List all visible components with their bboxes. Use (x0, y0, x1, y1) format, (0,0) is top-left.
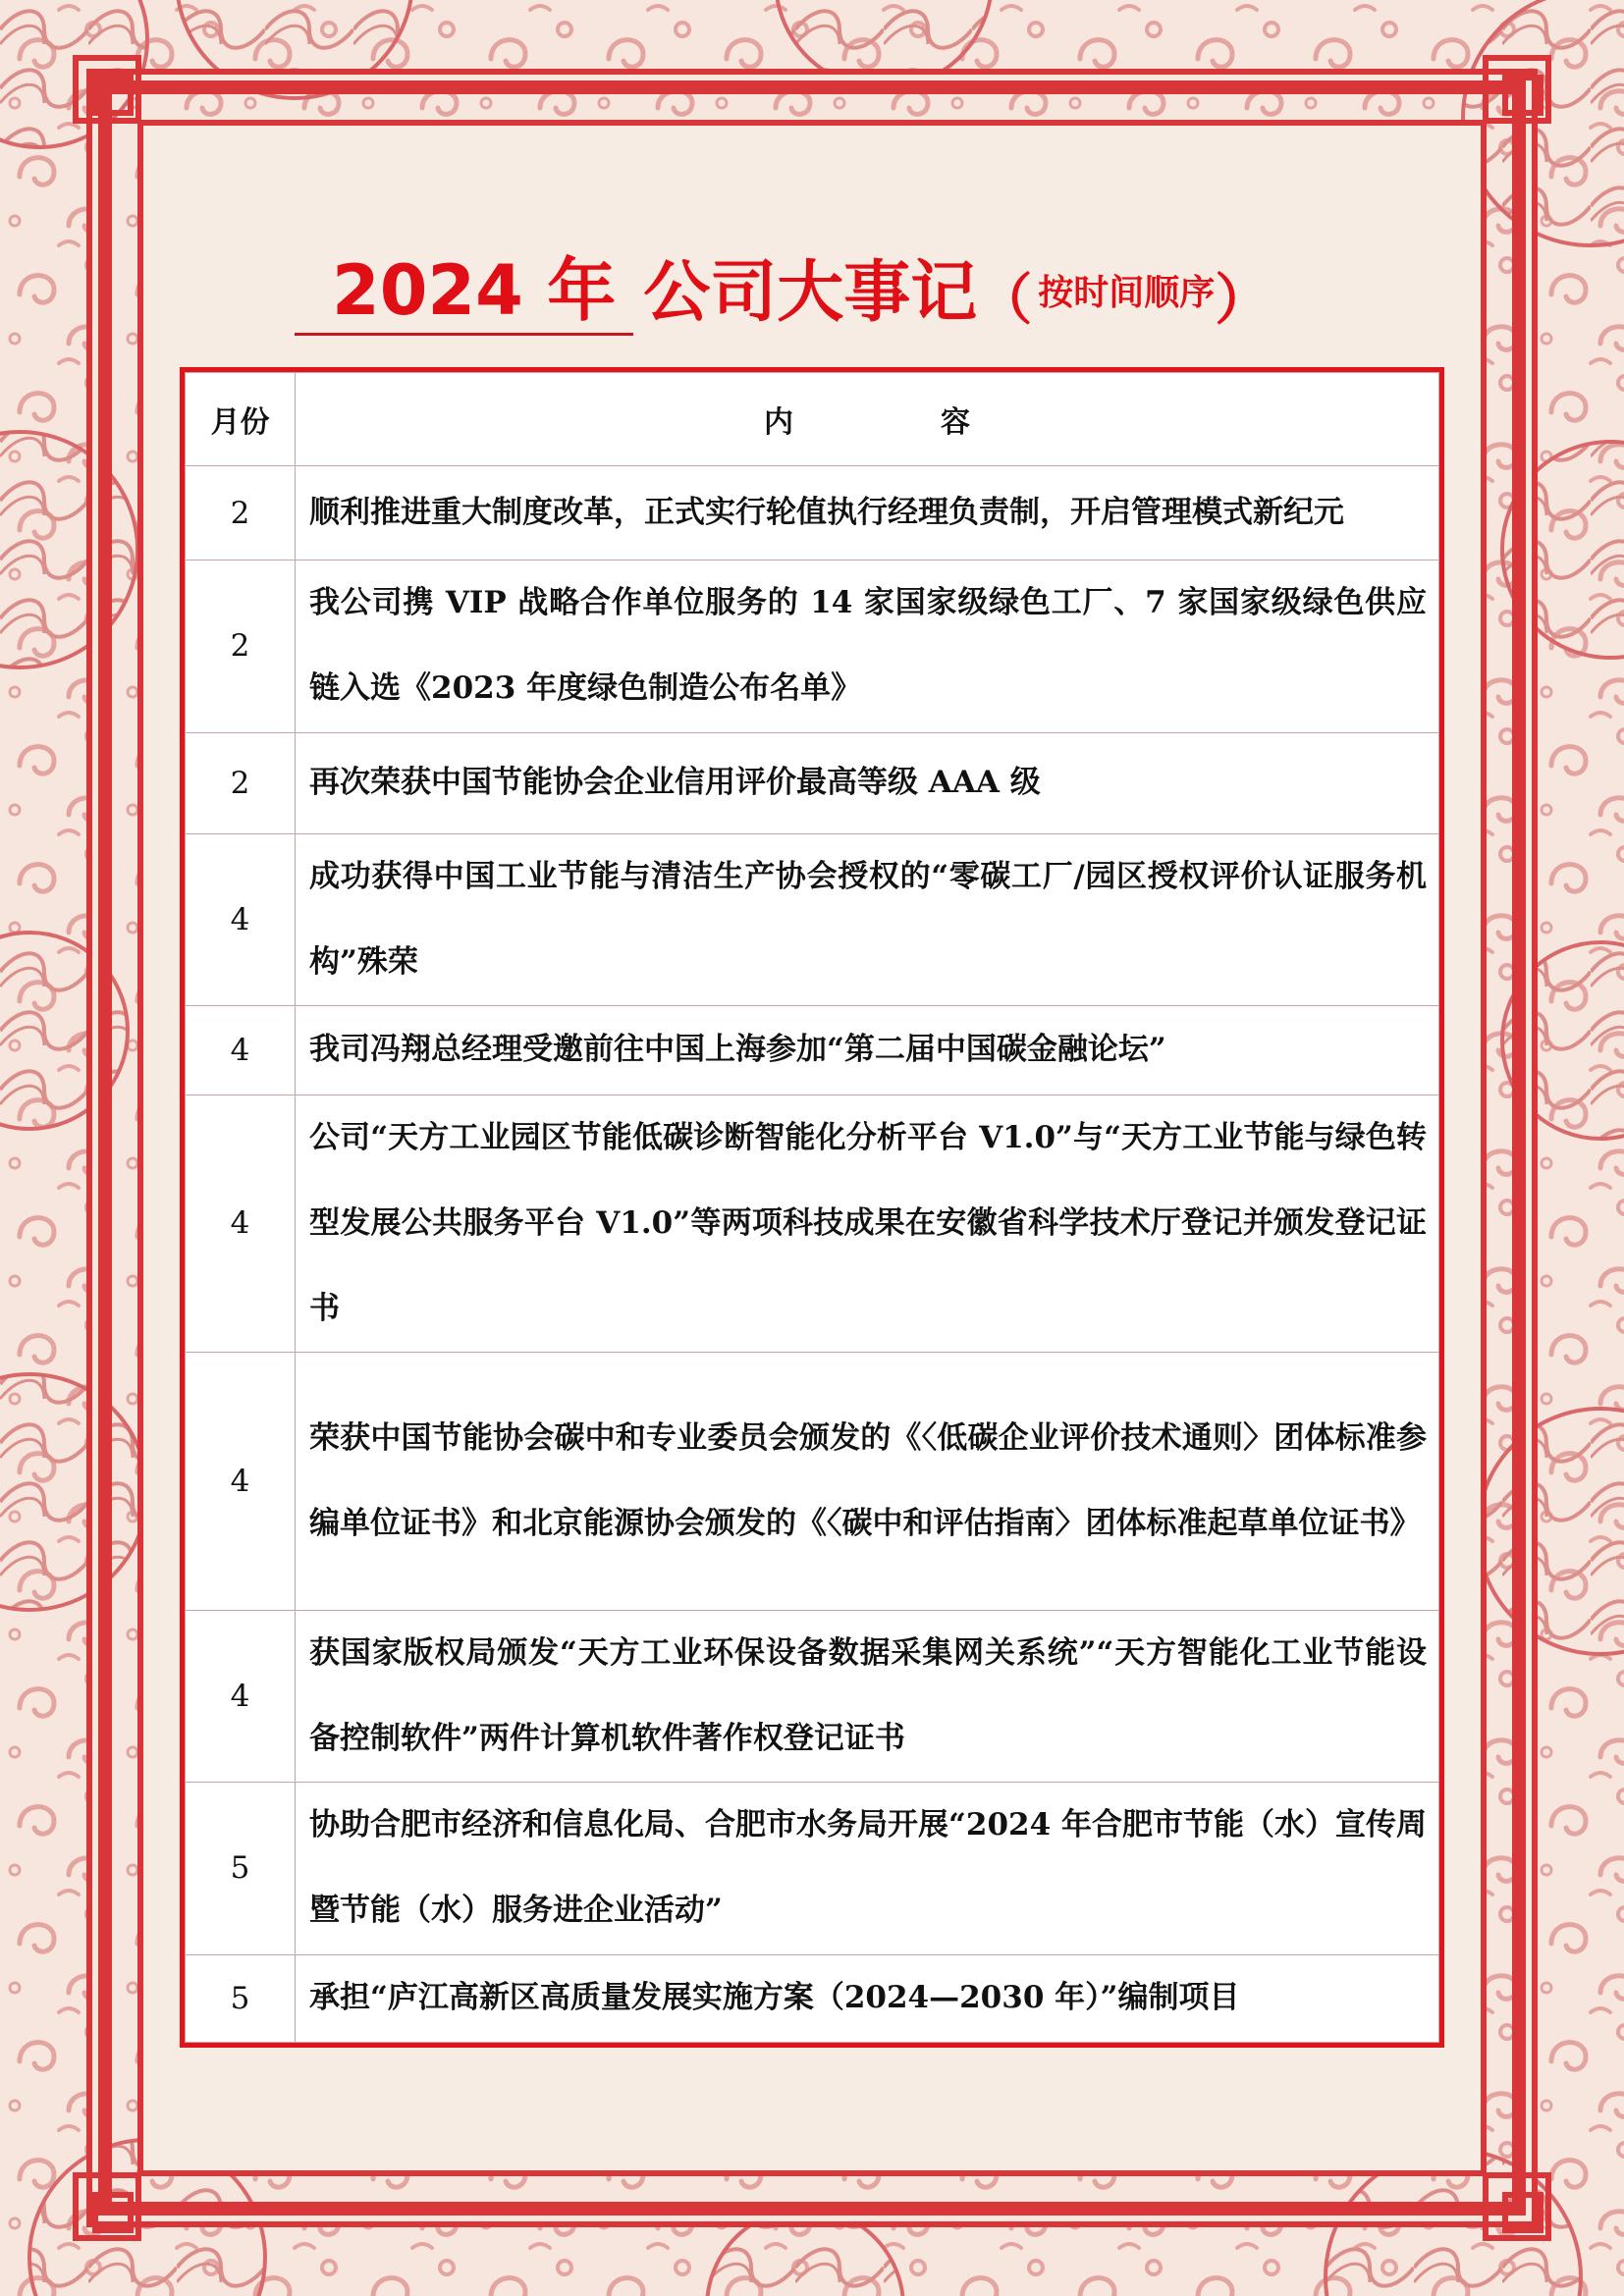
header-content (296, 373, 1439, 466)
table-row (186, 466, 1439, 561)
table-row (186, 1006, 1439, 1095)
title-paren-open: （ (977, 269, 1033, 333)
title-subtitle: 按时间顺序 (1038, 273, 1216, 313)
row-month: 4 (186, 1006, 296, 1095)
frame-corner-top-right (1483, 55, 1551, 124)
row-month: 5 (186, 1783, 296, 1954)
table-row (186, 1954, 1439, 2042)
row-content: 承担“庐江高新区高质量发展实施方案（2024—2030 年）”编制项目 (296, 1954, 1439, 2042)
table-header-row (186, 373, 1439, 466)
table-row (186, 833, 1439, 1005)
row-content: 我公司携 VIP 战略合作单位服务的 14 家国家级绿色工厂、7 家国家级绿色供应链入选《2023 年度绿色制造公布名单》 (296, 561, 1439, 732)
events-table-container (180, 367, 1444, 2048)
row-content: 协助合肥市经济和信息化局、合肥市水务局开展“2024 年合肥市节能（水）宣传周暨节能（水）服务进企业活动” (296, 1783, 1439, 1954)
row-month: 5 (186, 1954, 296, 2042)
table-row (186, 561, 1439, 732)
row-month: 2 (186, 732, 296, 833)
table-row (186, 1095, 1439, 1353)
title-main: 公司大事记 (643, 254, 978, 332)
table-row (186, 732, 1439, 833)
frame-corner-top-left (73, 55, 141, 124)
frame-corner-bottom-left (73, 2172, 141, 2241)
page-title (295, 238, 1335, 336)
row-content: 公司“天方工业园区节能低碳诊断智能化分析平台 V1.0”与“天方工业节能与绿色转型发展公共服务平台 V1.0”等两项科技成果在安徽省科学技术厅登记并颁发登记证书 (296, 1095, 1439, 1353)
row-month: 4 (186, 1095, 296, 1353)
title-year: 2024 年 (295, 248, 633, 336)
row-content: 获国家版权局颁发“天方工业环保设备数据采集网关系统”“天方智能化工业节能设备控制软件”两件计算机软件著作权登记证书 (296, 1610, 1439, 1782)
row-content: 再次荣获中国节能协会企业信用评价最高等级 AAA 级 (296, 732, 1439, 833)
table-row (186, 1610, 1439, 1782)
row-month: 4 (186, 833, 296, 1005)
row-content: 顺利推进重大制度改革，正式实行轮值执行经理负责制，开启管理模式新纪元 (296, 466, 1439, 561)
events-table (185, 372, 1439, 2043)
table-row (186, 1783, 1439, 1954)
header-month: 月份 (186, 373, 296, 466)
row-content: 我司冯翔总经理受邀前往中国上海参加“第二届中国碳金融论坛” (296, 1006, 1439, 1095)
frame-corner-bottom-right (1483, 2172, 1551, 2241)
table-row (186, 1353, 1439, 1611)
row-month: 2 (186, 466, 296, 561)
row-month: 4 (186, 1353, 296, 1611)
row-month: 4 (186, 1610, 296, 1782)
row-content: 成功获得中国工业节能与清洁生产协会授权的“零碳工厂/园区授权评价认证服务机构”殊荣 (296, 833, 1439, 1005)
row-content: 荣获中国节能协会碳中和专业委员会颁发的《〈低碳企业评价技术通则〉团体标准参编单位证书》和北京能源协会颁发的《〈碳中和评估指南〉团体标准起草单位证书》 (296, 1353, 1439, 1611)
title-paren-close: ） (1215, 269, 1271, 333)
row-month: 2 (186, 561, 296, 732)
header-content-label: 内容 (764, 405, 1117, 440)
